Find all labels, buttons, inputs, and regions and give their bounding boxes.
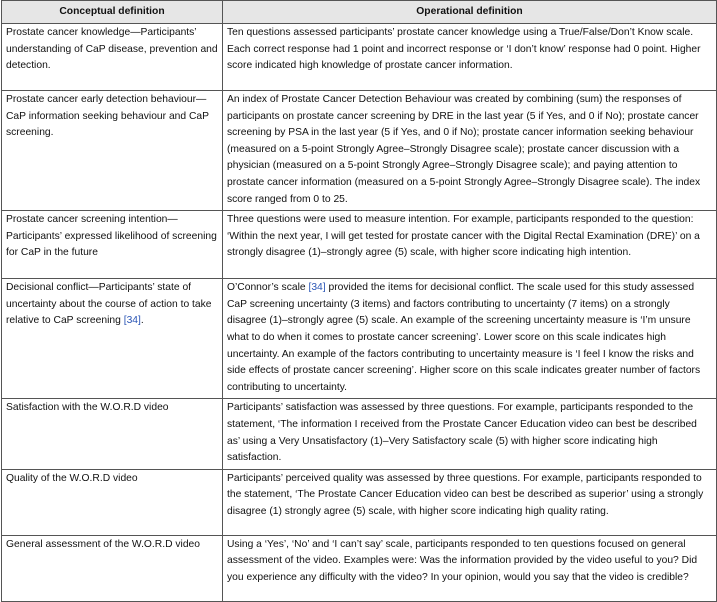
- table-row: [2, 535, 717, 601]
- conceptual-definition-cell: [2, 535, 223, 601]
- table-row: [2, 399, 717, 469]
- concept-citation: [34]: [123, 315, 141, 327]
- operational-citation: [34]: [308, 282, 326, 294]
- conceptual-definition-cell: [2, 91, 223, 211]
- concept-suffix: .: [140, 315, 144, 327]
- operational-prefix: O’Connor’s scale: [227, 282, 309, 294]
- table-row: [2, 24, 717, 91]
- concept-text: Prostate cancer knowledge—Participants’ understanding of CaP disease, prevention and detection.: [6, 27, 218, 72]
- conceptual-definition-cell: [2, 279, 223, 399]
- conceptual-definition-header: Conceptual definition: [2, 1, 223, 24]
- operational-definition-cell: [223, 399, 717, 469]
- concept-text: Decisional conflict—Participants’ state of uncertainty about the course of action to take relative to CaP screening: [6, 282, 212, 327]
- operational-text: An index of Prostate Cancer Detection Behaviour was created by combining (sum) the responses of participants on prostate cancer screening by DRE in the last year (5 if Yes, and 0 if No); prostate cancer screening by PSA in the last year (5 if Yes, and 0 if No); prostate cancer information seeking behaviour (measured on a 5-point Strongly Agree–Strongly Disagree scale); prostate cancer discussion with a physician (measured on a 5-point Strongly Agree–Strongly Disagree scale); and paying attention to prostate cancer information (measured on a 5-point Strongly Agree–Strongly Disagree scale). The index score ranged from 0 to 25.: [227, 94, 701, 205]
- operational-text: Three questions were used to measure intention. For example, participants responded to the question: ‘Within the next year, I will get tested for prostate cancer with the Digital Rectal Examination (DRE)’ on a strongly disagree (1)–strongly agree (5) scale, with higher score indicating high intention.: [227, 214, 700, 259]
- conceptual-definition-cell: [2, 24, 223, 91]
- conceptual-definition-cell: [2, 399, 223, 469]
- table-row: [2, 279, 717, 399]
- operational-text: provided the items for decisional conflict. The scale used for this study assessed CaP screening uncertainty (3 items) and factors contributing to uncertainty (7 items) on a strongly disagree (1)–strongly agree (5) scale. An example of the screening uncertainty measure is ‘I’m unsure what to do when it comes to prostate cancer screening’. Lower score on this scale indicates high uncertainty. An example of the factors contributing to uncertainty measure is ‘I feel I know the risks and side effects of prostate cancer screening’. Higher score on this scale indicates greater number of factors contributing to uncertainty.: [227, 282, 701, 393]
- concept-text: Satisfaction with the W.O.R.D video: [6, 402, 169, 414]
- operational-text: Ten questions assessed participants’ prostate cancer knowledge using a True/False/Don’t Know scale. Each correct response had 1 point and incorrect response or ‘I don’t know’ response had 0 point. Higher score indicated high knowledge of prostate cancer information.: [227, 27, 701, 72]
- operational-text: Participants’ perceived quality was assessed by three questions. For example, participants responded to the statement, ‘The Prostate Cancer Education video can best be described as superior’ using a strongly disagree (1) strongly agree (5) scale, with higher score indicating high quality rating.: [227, 472, 704, 517]
- operational-text: Participants’ satisfaction was assessed by three questions. For example, participants responded to the statement, ‘The information I received from the Prostate Cancer Education video can best be described as’ using a Very Unsatisfactory (1)–Very Satisfactory scale (5) with higher score indicating high satisfaction.: [227, 402, 697, 464]
- table-row: [2, 211, 717, 279]
- operational-text: Using a ‘Yes’, ‘No’ and ‘I can’t say’ scale, participants responded to ten questions focused on general assessment of the video. Examples were: Was the information provided by the video useful to you? Did you experience any difficulty with the video? In your opinion, would you say that the video is credible?: [227, 538, 698, 583]
- conceptual-definition-cell: [2, 469, 223, 535]
- operational-definition-cell: [223, 91, 717, 211]
- operational-definition-cell: [223, 211, 717, 279]
- table-row: [2, 469, 717, 535]
- operational-definition-cell: [223, 24, 717, 91]
- conceptual-definition-cell: [2, 211, 223, 279]
- concept-text: Quality of the W.O.R.D video: [6, 472, 138, 484]
- operational-definition-cell: [223, 469, 717, 535]
- definitions-table: [1, 0, 717, 602]
- concept-text: General assessment of the W.O.R.D video: [6, 538, 201, 550]
- concept-text: Prostate cancer screening intention—Participants’ expressed likelihood of screening for CaP in the future: [6, 214, 217, 259]
- operational-definition-header: Operational definition: [223, 1, 717, 24]
- table-row: [2, 91, 717, 211]
- operational-definition-cell: [223, 279, 717, 399]
- concept-text: Prostate cancer early detection behaviour—CaP information seeking behaviour and CaP screening.: [6, 94, 209, 139]
- header-row: [2, 1, 717, 24]
- operational-definition-cell: [223, 535, 717, 601]
